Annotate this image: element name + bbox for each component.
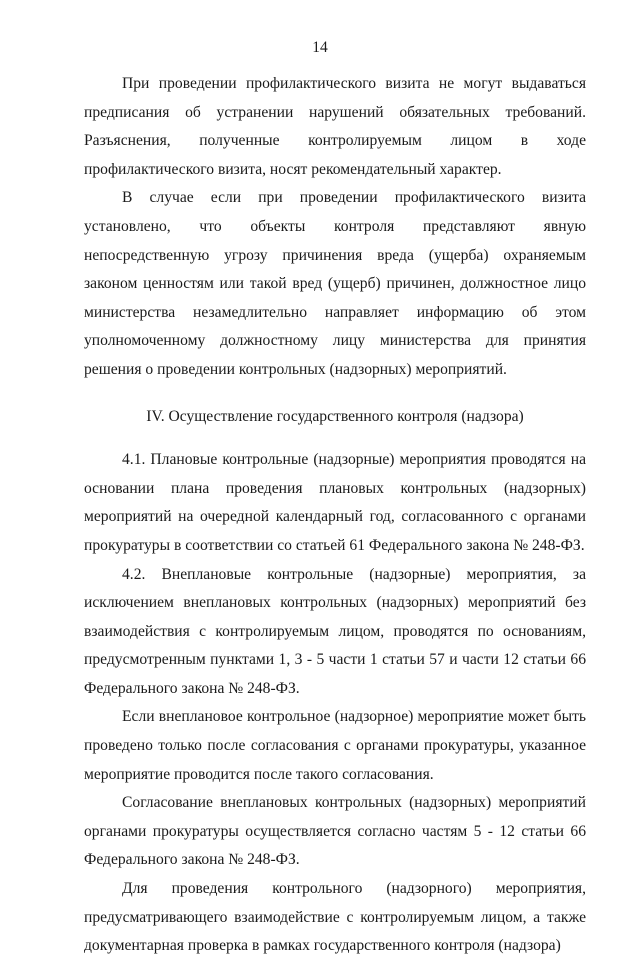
paragraph-threat-detected: В случае если при проведении профилактического визита установлено, что объекты контроля представляют явную непосредственную угрозу причинения вреда (ущерба) охраняемым законом ценностям или такой вред (ущерб) причинен, должностное лицо министерства незамедлительно направляет информацию об этом уполномоченному должностному лицу министерства для принятия решения о проведении контрольных (надзорных) мероприятий.: [84, 189, 586, 378]
page-number: 14: [312, 39, 328, 56]
paragraph-4-1: 4.1. Плановые контрольные (надзорные) мероприятия проводятся на основании плана проведения плановых контрольных (надзорных) мероприятий на очередной календарный год, согласованного с органами прокуратуры в соответствии со статьей 61 Федерального закона № 248-ФЗ.: [84, 451, 586, 554]
paragraph-interaction-measures: Для проведения контрольного (надзорного) мероприятия, предусматривающего взаимодействие с контролируемым лицом, а также документарная проверка в рамках государственного контроля (надзора): [84, 880, 586, 955]
section-heading: IV. Осуществление государственного контроля (надзора): [146, 407, 524, 425]
paragraph-4-2: 4.2. Внеплановые контрольные (надзорные) мероприятия, за исключением внеплановых контрольных (надзорных) мероприятий без взаимодействия с контролируемым лицом, проводятся по основаниям, предусмотренным пунктами 1, 3 - 5 части 1 статьи 57 и части 12 статьи 66 Федерального закона № 248-ФЗ.: [84, 565, 586, 697]
paragraph-prosecutor-approval: Если внеплановое контрольное (надзорное) мероприятие может быть проведено только после согласования с органами прокуратуры, указанное мероприятие проводится после такого согласования.: [84, 708, 586, 783]
paragraph-prevention-visit: При проведении профилактического визита не могут выдаваться предписания об устранении нарушений обязательных требований. Разъяснения, полученные контролируемым лицом в ходе профилактического визита, носят рекомендательный характер.: [84, 75, 586, 178]
paragraph-approval-procedure: Согласование внеплановых контрольных (надзорных) мероприятий органами прокуратуры осуществляется согласно частям 5 - 12 статьи 66 Федерального закона № 248-ФЗ.: [84, 794, 586, 869]
document-body: [84, 70, 586, 961]
